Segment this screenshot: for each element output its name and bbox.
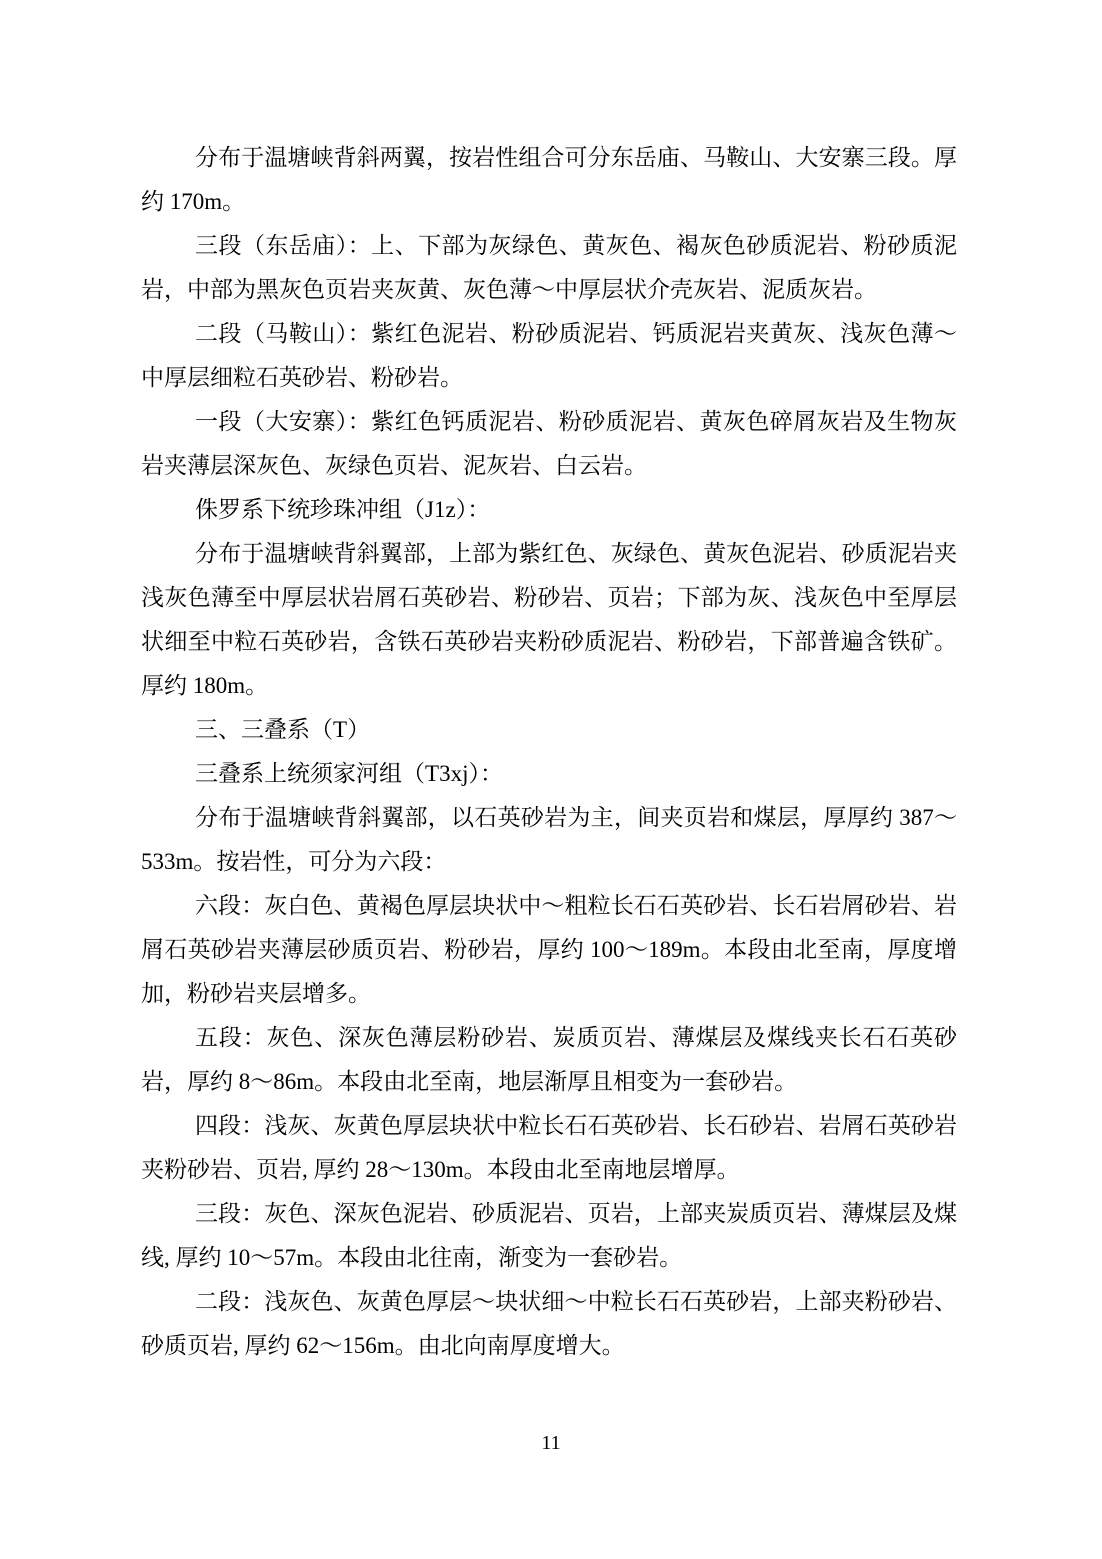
document-body xyxy=(141,136,957,1368)
page-footer xyxy=(0,1430,1102,1456)
paragraph-segment5: 五段：灰色、深灰色薄层粉砂岩、炭质页岩、薄煤层及煤线夹长石石英砂岩，厚约 8～86m。本段由北至南，地层渐厚且相变为一套砂岩。 xyxy=(141,1025,957,1094)
page-number: 11 xyxy=(541,1432,561,1454)
paragraph-triassic-heading: 三、三叠系（T） xyxy=(195,717,371,742)
paragraph-section1-daanzhai: 一段（大安寨）：紫红色钙质泥岩、粉砂质泥岩、黄灰色碎屑灰岩及生物灰岩夹薄层深灰色、灰绿色页岩、泥灰岩、白云岩。 xyxy=(141,409,957,478)
paragraph-section3-dongyuemiao: 三段（东岳庙）：上、下部为灰绿色、黄灰色、褐灰色砂质泥岩、粉砂质泥岩，中部为黑灰色页岩夹灰黄、灰色薄～中厚层状介壳灰岩、泥质灰岩。 xyxy=(141,233,957,302)
paragraph-segment3: 三段：灰色、深灰色泥岩、砂质泥岩、页岩，上部夹炭质页岩、薄煤层及煤线, 厚约 10～57m。本段由北往南，渐变为一套砂岩。 xyxy=(141,1201,957,1270)
paragraph-segment6: 六段：灰白色、黄褐色厚层块状中～粗粒长石石英砂岩、长石岩屑砂岩、岩屑石英砂岩夹薄层砂质页岩、粉砂岩，厚约 100～189m。本段由北至南，厚度增加，粉砂岩夹层增多。 xyxy=(141,893,957,1006)
paragraph-jurassic-description: 分布于温塘峡背斜翼部，上部为紫红色、灰绿色、黄灰色泥岩、砂质泥岩夹浅灰色薄至中厚层状岩屑石英砂岩、粉砂岩、页岩；下部为灰、浅灰色中至厚层状细至中粒石英砂岩，含铁石英砂岩夹粉砂质泥岩、粉砂岩，下部普遍含铁矿。厚约 180m。 xyxy=(141,541,957,698)
paragraph-xujiahe-description: 分布于温塘峡背斜翼部，以石英砂岩为主，间夹页岩和煤层，厚厚约 387～533m。按岩性，可分为六段： xyxy=(141,805,957,874)
paragraph-segment4: 四段：浅灰、灰黄色厚层块状中粒长石石英砂岩、长石砂岩、岩屑石英砂岩夹粉砂岩、页岩, 厚约 28～130m。本段由北至南地层增厚。 xyxy=(141,1113,957,1182)
paragraph-xujiahe-heading: 三叠系上统须家河组（T3xj）： xyxy=(195,761,503,786)
paragraph-jurassic-zhenzhuchong-heading: 侏罗系下统珍珠冲组（J1z）： xyxy=(195,497,491,522)
paragraph-section2-maanshan: 二段（马鞍山）：紫红色泥岩、粉砂质泥岩、钙质泥岩夹黄灰、浅灰色薄～中厚层细粒石英砂岩、粉砂岩。 xyxy=(141,321,957,390)
paragraph-segment2: 二段：浅灰色、灰黄色厚层～块状细～中粒长石石英砂岩，上部夹粉砂岩、砂质页岩, 厚约 62～156m。由北向南厚度增大。 xyxy=(141,1289,957,1358)
paragraph-distribution-liangyi: 分布于温塘峡背斜两翼，按岩性组合可分东岳庙、马鞍山、大安寨三段。厚约 170m。 xyxy=(141,145,957,214)
